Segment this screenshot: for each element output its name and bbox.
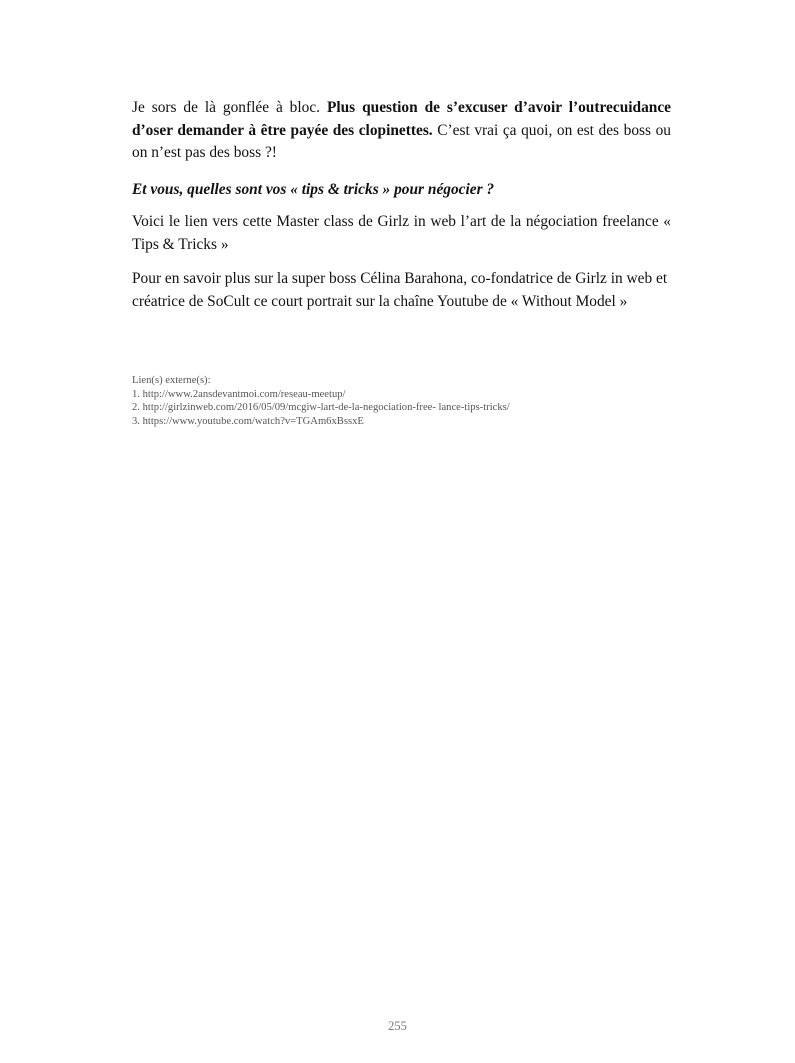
paragraph-1-end: C’est vrai ça quoi, on est des boss ou on n’est pas des boss ?! — [132, 121, 671, 161]
external-link-1[interactable]: 1. http://www.2ansdevantmoi.com/reseau-meetup/ — [132, 388, 346, 400]
paragraph-4: Pour en savoir plus sur la super boss Célina Barahona, co-fondatrice de Girlz in web et créatrice de SoCult ce court portrait sur la chaîne Youtube de « Without Model » — [132, 270, 668, 310]
page-number: 255 — [388, 1019, 407, 1033]
paragraph-1-intro: Je sors de là gonflée à bloc. — [132, 99, 327, 116]
external-link-2[interactable]: 2. http://girlzinweb.com/2016/05/09/mcgiw-lart-de-la-negociation-free- lance-tips-tricks/ — [132, 402, 510, 413]
document-body — [132, 97, 671, 313]
paragraph-1 — [132, 97, 671, 165]
external-links-header: Lien(s) externe(s): — [132, 375, 211, 386]
external-link-3[interactable]: 3. https://www.youtube.com/watch?v=TGAm6xBssxE — [132, 415, 364, 427]
paragraph-2-question: Et vous, quelles sont vos « tips & tricks » pour négocier ? — [132, 180, 495, 198]
external-links — [132, 374, 672, 428]
paragraph-1-bold: Plus question de s’excuser d’avoir l’outrecuidance d’oser demander à être payée des clopinettes. — [132, 99, 672, 139]
paragraph-3: Voici le lien vers cette Master class de Girlz in web l’art de la négociation freelance « Tips & Tricks » — [132, 213, 671, 253]
